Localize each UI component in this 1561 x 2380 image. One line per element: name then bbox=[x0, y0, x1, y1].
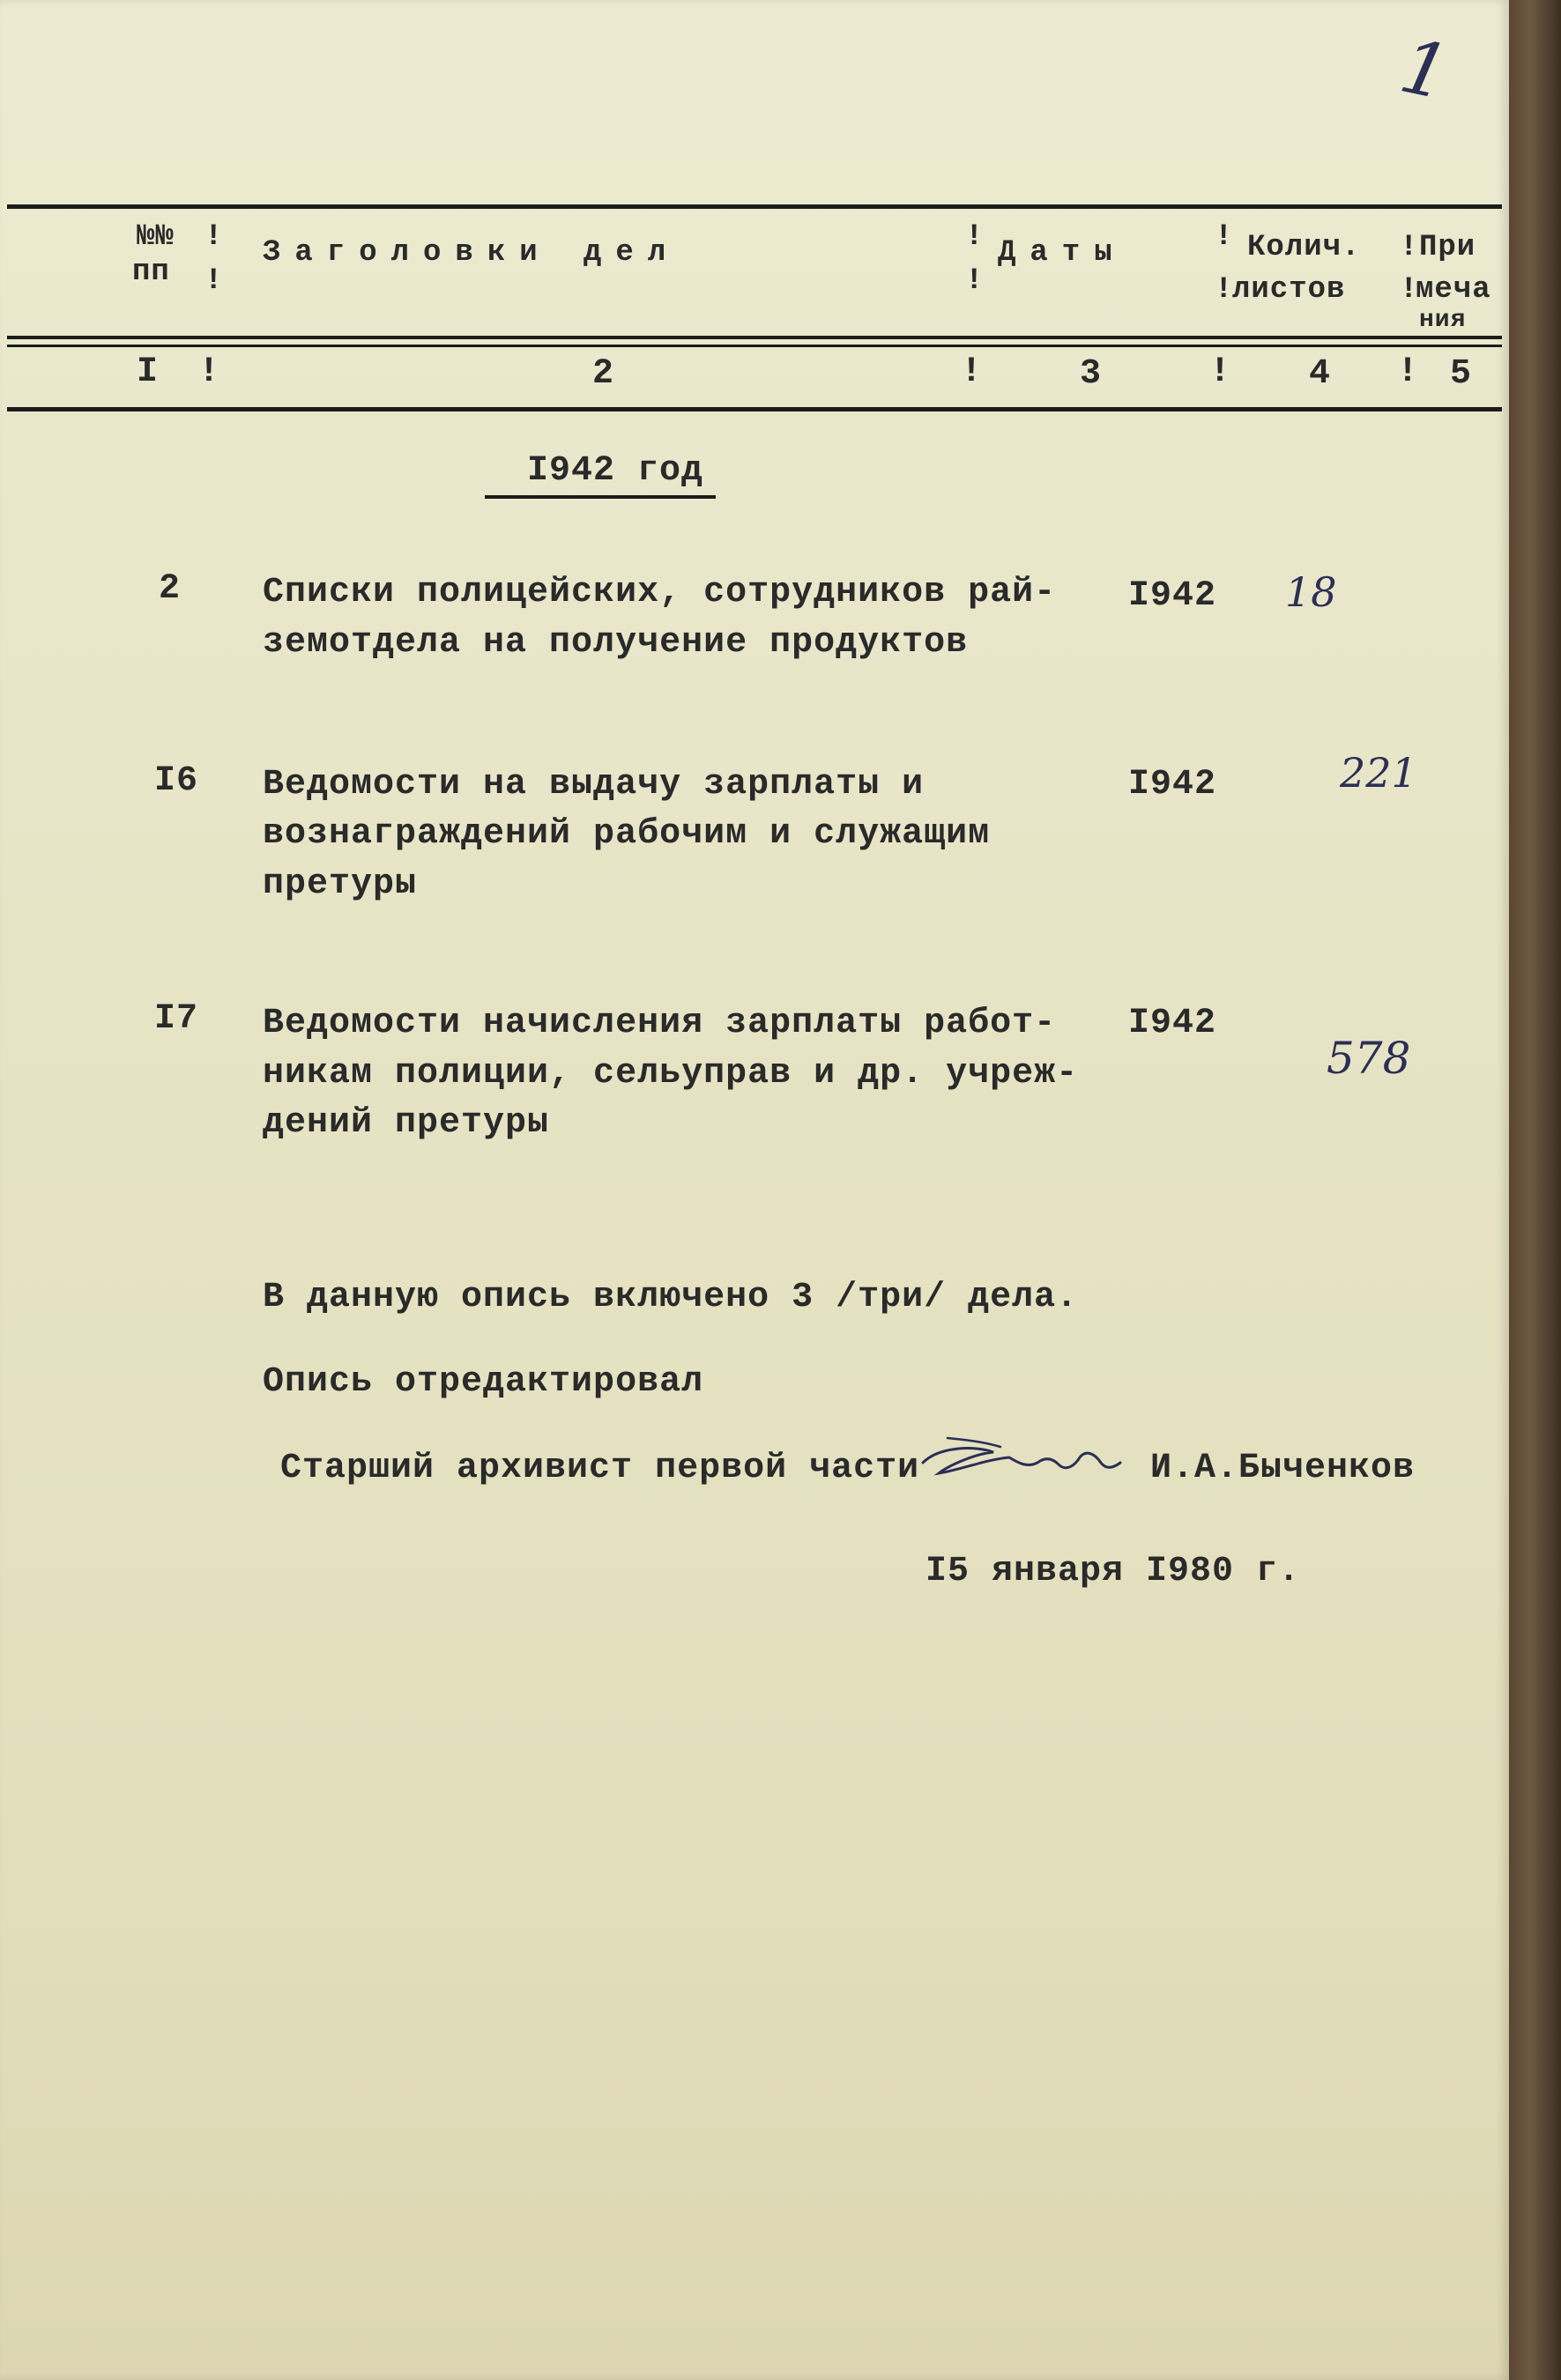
row-title-line: Списки полицейских, сотрудников рай- bbox=[263, 573, 1057, 612]
row-number: I7 bbox=[154, 999, 199, 1039]
header-col2: Заголовки дел bbox=[263, 236, 680, 270]
header-sep-1b: ! bbox=[204, 264, 224, 298]
row-sheet-count: 18 bbox=[1285, 568, 1337, 616]
header-sep-2a: ! bbox=[965, 220, 985, 254]
column-number-5: 5 bbox=[1450, 354, 1473, 394]
column-sep-2: ! bbox=[961, 352, 984, 392]
row-title-line: Ведомости на выдачу зарплаты и bbox=[263, 765, 925, 804]
header-col4-line2: листов bbox=[1232, 273, 1346, 307]
column-sep-3: ! bbox=[1209, 352, 1232, 392]
table-header-rule-upper bbox=[7, 336, 1502, 339]
header-sep-4a: ! bbox=[1400, 231, 1419, 264]
row-sheet-count: 578 bbox=[1327, 1033, 1411, 1084]
signature-mark bbox=[912, 1427, 1124, 1489]
page-number: 1 bbox=[1393, 22, 1458, 117]
header-sep-3a: ! bbox=[1215, 220, 1234, 254]
column-number-1: I bbox=[137, 352, 160, 392]
signature-date: I5 января I980 г. bbox=[925, 1552, 1301, 1591]
row-title-line: дений претуры bbox=[263, 1103, 550, 1143]
row-number: I6 bbox=[154, 761, 199, 801]
table-top-rule bbox=[7, 204, 1502, 209]
row-date: I942 bbox=[1128, 1004, 1217, 1043]
table-header-rule-lower bbox=[7, 345, 1502, 347]
desk-background-edge bbox=[1509, 0, 1561, 2380]
row-title-line: Ведомости начисления зарплаты работ- bbox=[263, 1004, 1057, 1043]
column-sep-1: ! bbox=[198, 352, 221, 392]
row-sheet-count: 221 bbox=[1340, 749, 1417, 797]
header-col5-line1: При bbox=[1419, 231, 1476, 264]
header-sep-2b: ! bbox=[965, 264, 985, 298]
header-col5-line2: меча bbox=[1416, 273, 1491, 307]
row-number: 2 bbox=[159, 569, 182, 609]
row-title-line: претуры bbox=[263, 864, 418, 904]
edited-by-label: Опись отредактировал bbox=[263, 1362, 704, 1402]
column-number-3: 3 bbox=[1080, 354, 1103, 394]
column-number-2: 2 bbox=[592, 354, 615, 394]
signatory-position: Старший архивист первой части bbox=[280, 1449, 920, 1488]
row-title-line: вознаграждений рабочим и служащим bbox=[263, 814, 991, 854]
header-sep-4b: ! bbox=[1400, 273, 1419, 307]
header-sep-3b: ! bbox=[1215, 273, 1234, 307]
table-bottom-rule bbox=[7, 407, 1502, 411]
column-sep-4: ! bbox=[1397, 352, 1420, 392]
header-col4-line1: Колич. bbox=[1247, 231, 1361, 264]
row-date: I942 bbox=[1128, 765, 1217, 804]
section-title: I942 год bbox=[527, 451, 704, 491]
row-title-line: земотдела на получение продуктов bbox=[263, 623, 969, 663]
header-col1-line1: №№ bbox=[137, 220, 175, 254]
header-col5-line3: ния bbox=[1419, 307, 1467, 334]
header-col1-line2: пп bbox=[132, 256, 170, 289]
row-date: I942 bbox=[1128, 576, 1217, 616]
header-col3: Даты bbox=[998, 236, 1126, 270]
row-title-line: никам полиции, сельуправ и др. учреж- bbox=[263, 1054, 1079, 1094]
header-sep-1a: ! bbox=[204, 220, 224, 254]
column-number-4: 4 bbox=[1309, 354, 1332, 394]
summary-statement: В данную опись включено 3 /три/ дела. bbox=[263, 1278, 1079, 1317]
signatory-name: И.А.Быченков bbox=[1150, 1449, 1416, 1488]
section-title-underline bbox=[485, 495, 716, 499]
